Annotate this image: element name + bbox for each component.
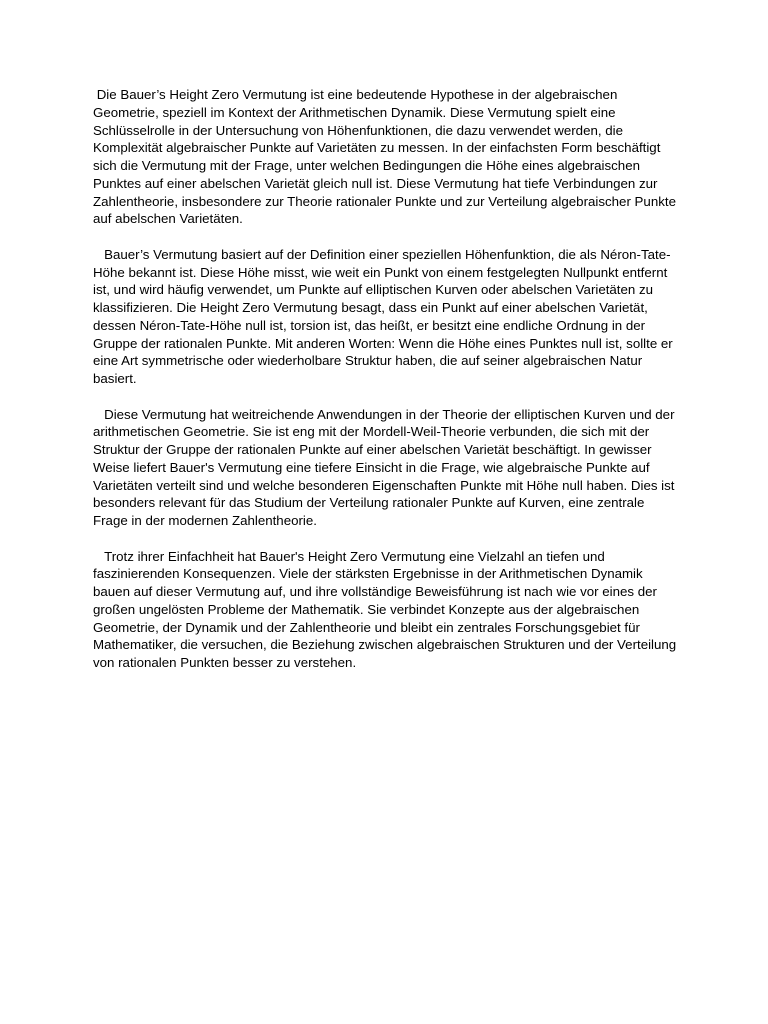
paragraph-4: Trotz ihrer Einfachheit hat Bauer's Height Zero Vermutung eine Vielzahl an tiefen und faszinierenden Konsequenzen. Viele der stärksten Ergebnisse in der Arithmetischen Dynamik bauen auf dieser Vermutung auf, und ihre vollständige Beweisführung ist nach wie vor eines der großen ungelösten Probleme der Mathematik. Sie verbindet Konzepte aus der algebraischen Geometrie, der Dynamik und der Zahlentheorie und bleibt ein zentrales Forschungsgebiet für Mathematiker, die versuchen, die Beziehung zwischen algebraischen Strukturen und der Verteilung von rationalen Punkten besser zu verstehen. xyxy=(93,548,680,670)
paragraph-3: Diese Vermutung hat weitreichende Anwendungen in der Theorie der elliptischen Kurven und der arithmetischen Geometrie. Sie ist eng mit der Mordell-Weil-Theorie verbunden, die sich mit der Struktur der Gruppe der rationalen Punkte auf einer abelschen Varietät beschäftigt. In gewisser Weise liefert Bauer's Vermutung eine tiefere Einsicht in die Frage, wie algebraische Punkte auf Varietäten verteilt sind und welche besonderen Eigenschaften Punkte mit Höhe null haben. Dies ist besonders relevant für das Studium der Verteilung rationaler Punkte auf Kurven, eine zentrale Frage in der modernen Zahlentheorie. xyxy=(93,406,679,528)
body-text xyxy=(93,86,681,690)
paragraph-2: Bauer’s Vermutung basiert auf der Definition einer speziellen Höhenfunktion, die als Néron-Tate-Höhe bekannt ist. Diese Höhe misst, wie weit ein Punkt von einem festgelegten Nullpunkt entfernt ist, und wird häufig verwendet, um Punkte auf elliptischen Kurven oder abelschen Varietäten zu klassifizieren. Die Height Zero Vermutung besagt, dass ein Punkt auf einer abelschen Varietät, dessen Néron-Tate-Höhe null ist, torsion ist, das heißt, er besitzt eine endliche Ordnung in der Gruppe der rationalen Punkte. Mit anderen Worten: Wenn die Höhe eines Punktes null ist, sollte er eine Art symmetrische oder wiederholbare Struktur haben, die auf seiner algebraischen Natur basiert. xyxy=(93,246,677,386)
paragraph-1: Die Bauer’s Height Zero Vermutung ist eine bedeutende Hypothese in der algebraischen Geometrie, speziell im Kontext der Arithmetischen Dynamik. Diese Vermutung spielt eine Schlüsselrolle in der Untersuchung von Höhenfunktionen, die dazu verwendet werden, die Komplexität algebraischer Punkte auf Varietäten zu messen. In der einfachsten Form beschäftigt sich die Vermutung mit der Frage, unter welchen Bedingungen die Höhe eines algebraischen Punktes auf einer abelschen Varietät gleich null ist. Diese Vermutung hat tiefe Verbindungen zur Zahlentheorie, insbesondere zur Theorie rationaler Punkte und zur Verteilung algebraischer Punkte auf abelschen Varietäten. xyxy=(93,87,680,227)
